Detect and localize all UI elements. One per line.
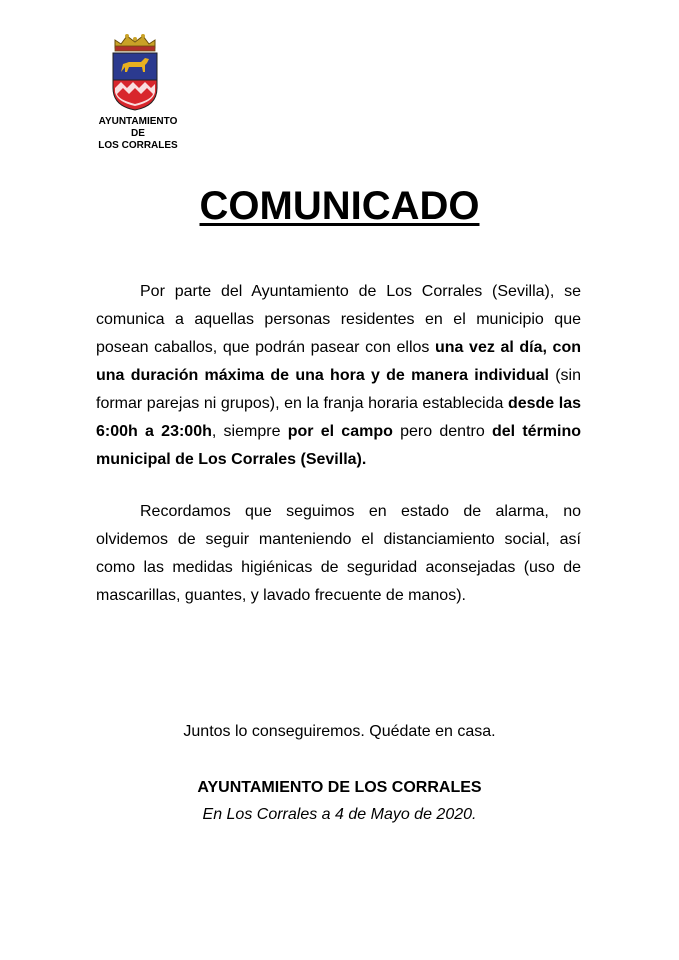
paragraph-text: , siempre (211, 423, 288, 440)
coat-of-arms-icon (107, 28, 163, 112)
org-header-line-1: AYUNTAMIENTO (98, 116, 178, 127)
paragraph-emphasis: desde las 6:00h a 23:00h (96, 395, 581, 440)
organization-header (80, 116, 196, 152)
document-title: COMUNICADO (199, 184, 480, 228)
paragraph-text: pero dentro (392, 423, 492, 440)
org-header-line-2: DE (131, 128, 145, 139)
announcement-paragraph (96, 278, 581, 474)
paragraph-emphasis: una vez al día, con una duración máxima de una hora y de manera individual (96, 339, 581, 384)
closing-line: Juntos lo conseguiremos. Quédate en casa. (183, 723, 496, 740)
reminder-paragraph: Recordamos que seguimos en estado de alarma, no olvidemos de seguir manteniendo el distanciamiento social, así como las medidas higiénicas de seguridad aconsejadas (uso de mascarillas, guantes, y lavado frecuente de manos). (96, 503, 581, 604)
signature-date: En Los Corrales a 4 de Mayo de 2020. (202, 806, 477, 823)
paragraph-text: Por parte del Ayuntamiento de Los Corrales (Sevilla), se comunica a aquellas personas residentes en el municipio que posean caballos, que podrán pasear con ellos (96, 283, 581, 356)
org-header-line-3: LOS CORRALES (98, 140, 178, 151)
paragraph-emphasis: del término municipal de Los Corrales (Sevilla). (96, 423, 582, 468)
paragraph-emphasis: por el campo (287, 423, 393, 440)
paragraph-text: (sin formar parejas ni grupos), en la franja horaria establecida (96, 367, 581, 412)
signature-organization: AYUNTAMIENTO DE LOS CORRALES (197, 779, 482, 796)
